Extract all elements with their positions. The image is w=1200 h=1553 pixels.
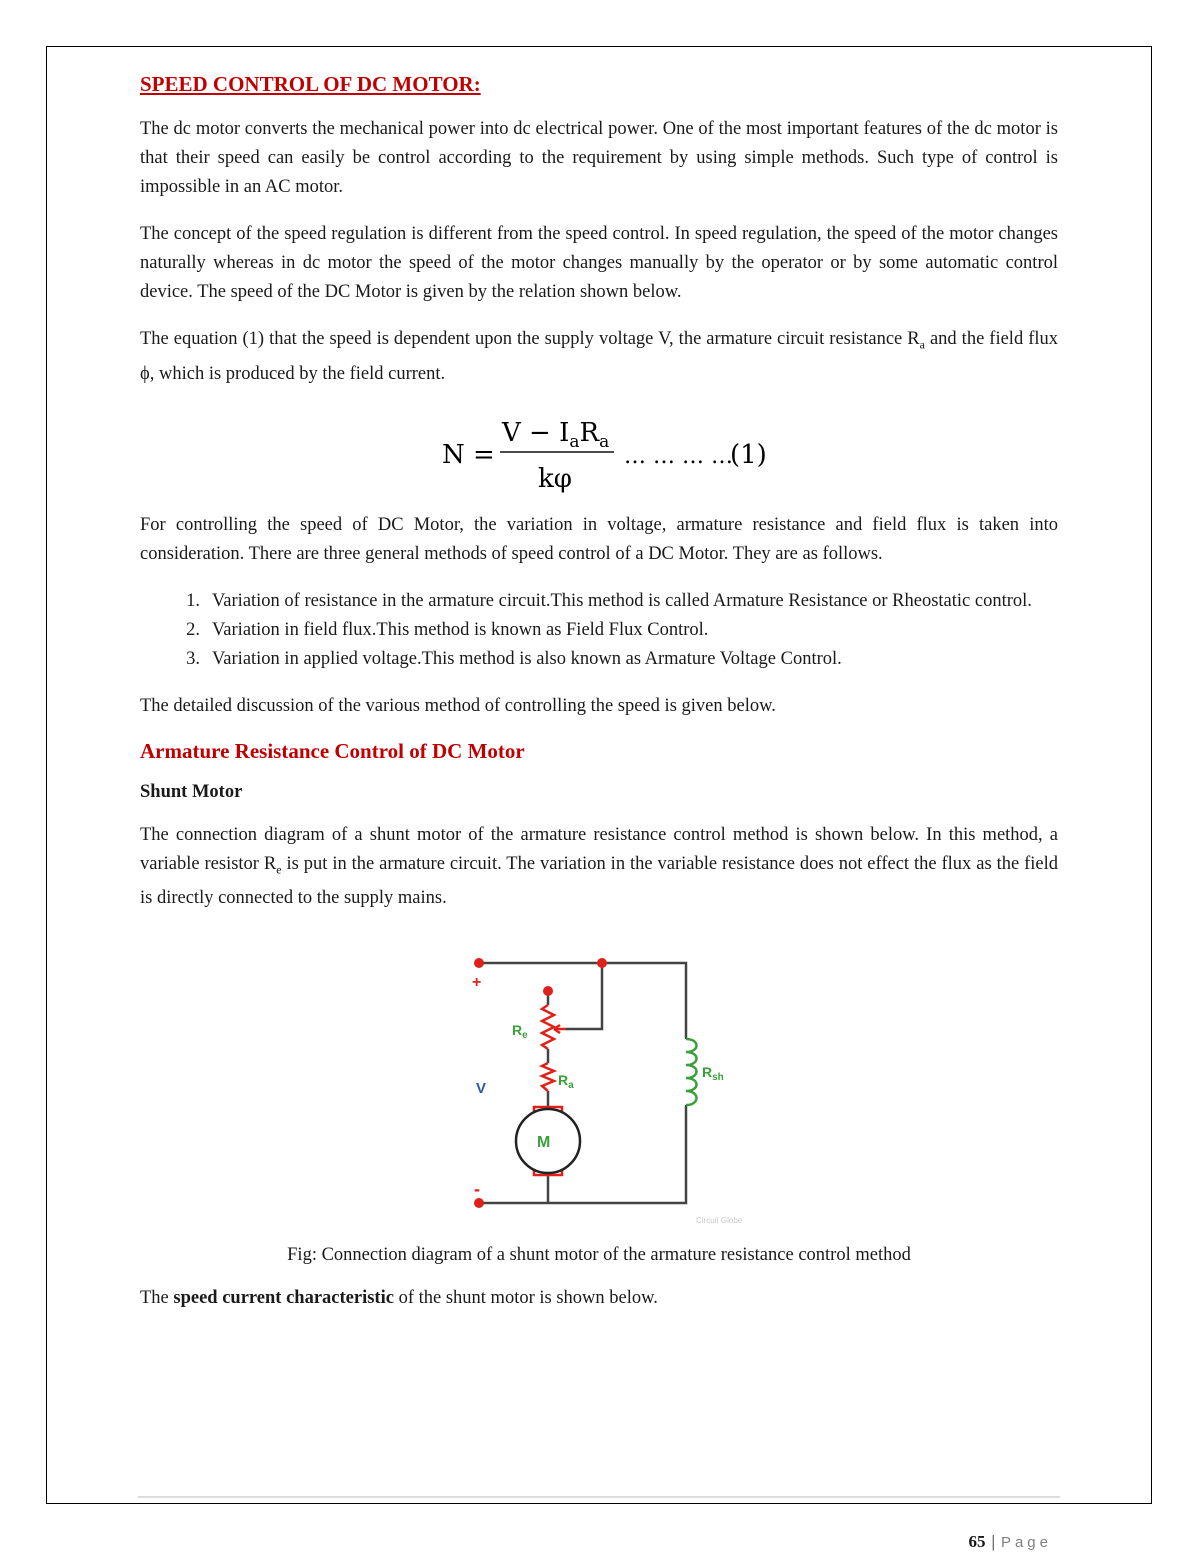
circuit-wires xyxy=(479,963,686,1203)
list-text: Variation in field flux.This method is known as Field Flux Control. xyxy=(212,619,709,640)
speed-equation xyxy=(140,407,1058,497)
text-part: The xyxy=(140,1288,174,1309)
list-item xyxy=(140,616,1058,645)
paragraph-regulation: The concept of the speed regulation is different from the speed control. In speed regulation, the speed of the motor changes naturally whereas in dc motor the speed of the motor changes manually by the operator or by some automatic control device. The speed of the DC Motor is given by the relation shown below. xyxy=(140,224,1058,302)
subsection-heading: Shunt Motor xyxy=(140,781,243,802)
paragraph-characteristic xyxy=(140,1284,1058,1313)
equation-dots: … … … … xyxy=(624,443,733,469)
text-part: The connection diagram of a shunt motor of the armature resistance control method is shown below. In this method, a variable resistor R xyxy=(140,824,1058,874)
list-item xyxy=(140,645,1058,674)
paragraph-equation-note xyxy=(140,325,1058,389)
section-heading: Armature Resistance Control of DC Motor xyxy=(140,738,525,763)
list-item xyxy=(140,587,1058,616)
junction-dot xyxy=(597,958,607,968)
footer-pipe: | xyxy=(991,1532,995,1551)
page-title: SPEED CONTROL OF DC MOTOR: xyxy=(140,72,481,96)
equation-lhs: N = xyxy=(442,439,495,470)
negative-terminal xyxy=(474,1198,484,1208)
watermark: Circuit Globe xyxy=(696,1216,743,1226)
text-part: The equation (1) that the speed is dependent upon the supply voltage V, the armature circuit resistance R xyxy=(140,329,920,349)
ra-label: $R_a$ xyxy=(558,1072,574,1092)
coil-gap xyxy=(680,1039,692,1105)
circuit-svg xyxy=(140,931,1058,1231)
page-number: 65 xyxy=(968,1532,986,1551)
positive-terminal xyxy=(474,958,484,968)
subscript: a xyxy=(919,337,925,352)
subscript: e xyxy=(276,862,282,877)
equation-graphic xyxy=(140,407,1058,497)
junction-dot xyxy=(543,986,553,996)
voltage-label: V xyxy=(476,1080,487,1098)
text-part: and the field flux ϕ, which is produced by the field current. xyxy=(140,329,1059,384)
minus-label: - xyxy=(474,1179,480,1200)
paragraph-methods-intro: For controlling the speed of DC Motor, the variation in voltage, armature resistance and field flux is taken into consideration. There are three general methods of speed control of a DC Motor. They are as follows. xyxy=(140,514,1058,564)
re-label: $R_e$ xyxy=(512,1022,528,1042)
bold-text: speed current characteristic xyxy=(173,1288,394,1309)
methods-list xyxy=(140,587,1058,674)
rsh-label: $R_{sh}$ xyxy=(702,1064,724,1084)
paragraph-discussion: The detailed discussion of the various method of controlling the speed is given below. xyxy=(140,695,776,716)
list-text: Variation in applied voltage.This method is also known as Armature Voltage Control. xyxy=(212,648,842,669)
resistor-ra xyxy=(542,1063,554,1091)
rheostat-tap-wire xyxy=(566,963,602,1029)
motor-label: M xyxy=(537,1134,551,1152)
page-footer xyxy=(969,1532,1052,1552)
rheostat-re xyxy=(542,1005,554,1049)
list-number: 3. xyxy=(186,648,200,669)
equation-number: (1) xyxy=(730,439,767,470)
list-number: 2. xyxy=(186,619,200,640)
circuit-diagram xyxy=(140,931,1058,1231)
paragraph-intro: The dc motor converts the mechanical power into dc electrical power. One of the most important features of the dc motor is that their speed can easily be control according to the requirement by using simple methods. Such type of control is impossible in an AC motor. xyxy=(140,119,1058,197)
paragraph-shunt xyxy=(140,821,1058,914)
plus-label: + xyxy=(472,974,482,992)
figure-caption: Fig: Connection diagram of a shunt motor of the armature resistance control method xyxy=(287,1245,911,1266)
list-number: 1. xyxy=(186,590,200,611)
equation-denominator: kφ xyxy=(538,463,572,494)
page-content xyxy=(140,72,1058,1331)
outer-wire xyxy=(479,963,686,1203)
list-text: Variation of resistance in the armature circuit.This method is called Armature Resistance or Rheostatic control. xyxy=(212,590,1032,611)
page-label: Page xyxy=(1000,1534,1052,1551)
text-part: of the shunt motor is shown below. xyxy=(393,1288,658,1309)
footer-divider xyxy=(138,1496,1060,1498)
equation-numerator: $V - I_aR_a$ xyxy=(502,417,610,452)
text-part: is put in the armature circuit. The variation in the variable resistance does not effect the flux as the field is directly connected to the supply mains. xyxy=(140,853,1059,909)
